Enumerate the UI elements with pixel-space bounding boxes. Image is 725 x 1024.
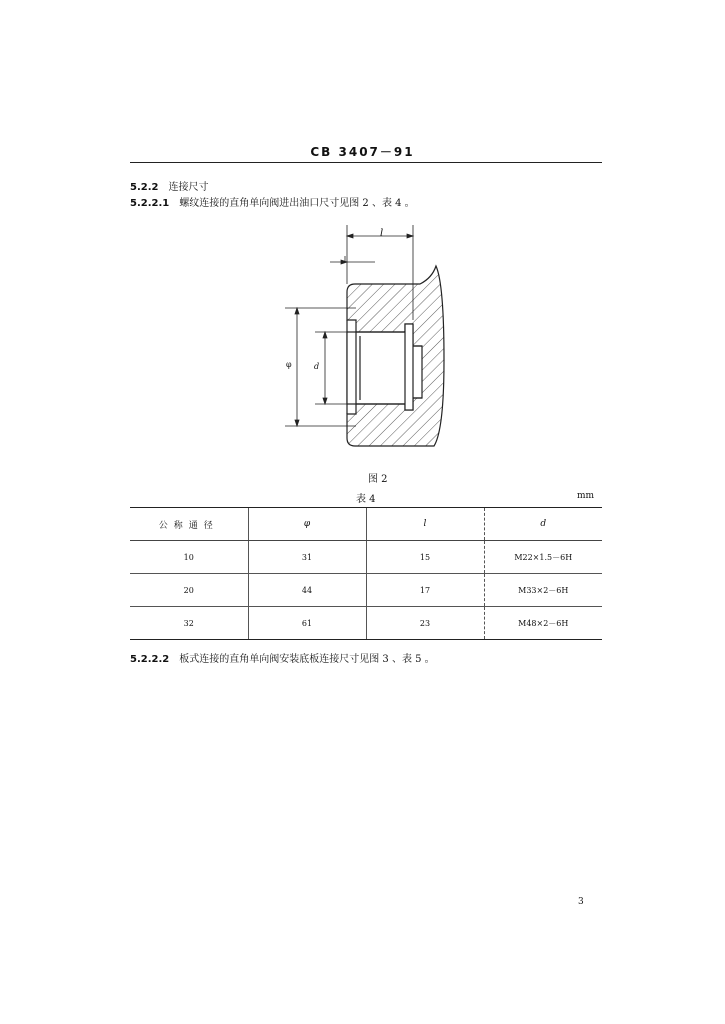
dim-label-d: d <box>314 362 320 371</box>
cell: M22×1.5－6H <box>484 541 602 574</box>
section-text: 螺纹连接的直角单向阀进出油口尺寸见图 2 、表 4 。 <box>179 198 415 209</box>
cell: 17 <box>366 574 484 607</box>
figure-caption: 图 2 <box>368 474 388 485</box>
cell: 10 <box>130 541 248 574</box>
cell: 23 <box>366 607 484 640</box>
table-4 <box>130 507 602 640</box>
section-number: 5.2.2.1 <box>130 198 170 209</box>
table-row <box>130 541 602 574</box>
section-text: 连接尺寸 <box>168 182 209 193</box>
cell: 20 <box>130 574 248 607</box>
section-text: 板式连接的直角单向阀安装底板连接尺寸见图 3 、表 5 。 <box>179 654 435 665</box>
header-l: l <box>366 508 484 541</box>
section-5-2-2-2 <box>130 650 435 665</box>
cell: 61 <box>248 607 366 640</box>
figure-2-drawing <box>0 0 725 470</box>
table-caption: 表 4 <box>356 494 376 505</box>
section-number: 5.2.2 <box>130 182 159 193</box>
page-number: 3 <box>578 897 584 907</box>
cell: 44 <box>248 574 366 607</box>
table-row <box>130 607 602 640</box>
cell: M48×2－6H <box>484 607 602 640</box>
part-body <box>347 266 444 446</box>
header-nominal-size: 公称通径 <box>130 508 248 541</box>
header-d: d <box>484 508 602 541</box>
cell: M33×2－6H <box>484 574 602 607</box>
table-row <box>130 574 602 607</box>
section-number: 5.2.2.2 <box>130 654 170 665</box>
cell: 31 <box>248 541 366 574</box>
dim-label-phi: φ <box>286 360 292 369</box>
cell: 32 <box>130 607 248 640</box>
table-unit: mm <box>577 491 595 501</box>
table-header-row <box>130 508 602 541</box>
dim-label-l: l <box>380 228 384 239</box>
cell: 15 <box>366 541 484 574</box>
header-phi: φ <box>248 508 366 541</box>
standard-code: CB 3407－91 <box>310 145 415 159</box>
